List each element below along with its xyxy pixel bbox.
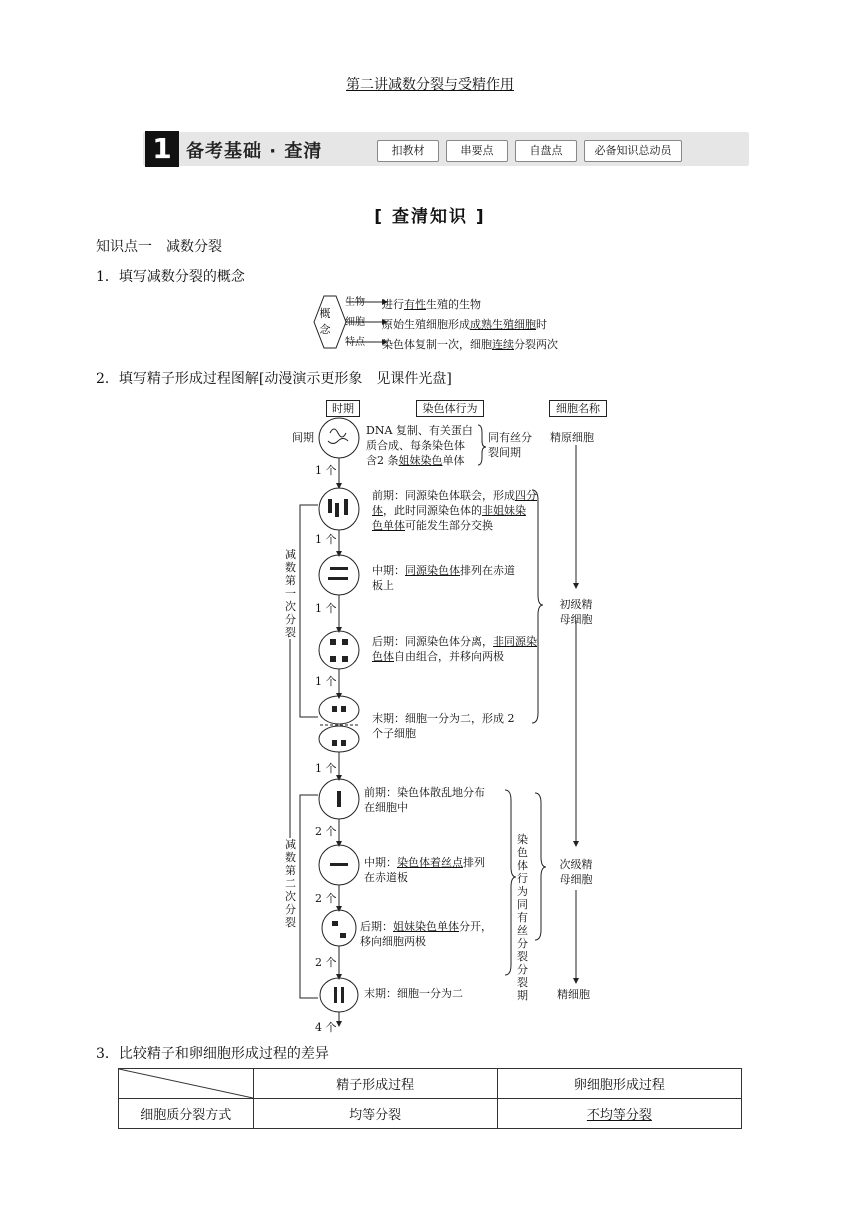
concept-key-organism: 生物 [345, 297, 365, 308]
section-subheading: [ 查清知识 ] [374, 207, 486, 227]
stage-telophase-2: 末期：细胞一分为二 [364, 987, 463, 1000]
table-header-row [119, 1069, 742, 1099]
stage-anaphase-1: 后期：同源染色体分离，非同源染 色体自由组合，并移向两极 [372, 635, 537, 663]
corner-diagonal [119, 1069, 253, 1098]
banner-button-2[interactable]: 串要点 [446, 140, 508, 162]
concept-row-feature: 染色体复制一次，细胞连续分裂两次 [382, 338, 558, 351]
stage-telophase-1: 末期：细胞一分为二，形成 2 个子细胞 [372, 712, 515, 740]
stage-metaphase-1: 中期：同源染色体排列在赤道 板上 [372, 564, 515, 592]
item2-heading: 2．填写精子形成过程图解[动漫演示更形象 见课件光盘] [96, 371, 452, 387]
concept-row-cell: 原始生殖细胞形成成熟生殖细胞时 [382, 318, 547, 331]
cell-name-spermatid: 精细胞 [557, 988, 590, 1001]
meiosis-2-brace-note: 染色体行为同有丝分裂分裂期 [517, 833, 528, 1002]
item3-heading: 3．比较精子和卵细胞形成过程的差异 [96, 1046, 329, 1062]
count-label: 1 个 [315, 675, 337, 688]
meiosis-1-label: 减数第一次分裂 [285, 548, 296, 639]
interphase-brace-note: 同有丝分裂间期 [488, 431, 532, 459]
item2-note: [动漫演示更形象 见课件光盘] [258, 371, 452, 387]
table-header-egg: 卵细胞形成过程 [497, 1069, 741, 1099]
comparison-table [118, 1068, 742, 1129]
table-row [119, 1099, 742, 1129]
meiosis-2-label: 减数第二次分裂 [285, 838, 296, 929]
count-label: 1 个 [315, 762, 337, 775]
cell-name-spermatogonium: 精原细胞 [550, 431, 594, 444]
count-label: 2 个 [315, 825, 337, 838]
stage-prophase-1: 前期：同源染色体联会，形成四分 体，此时同源染色体的非姐妹染 色单体可能发生部分交换 [372, 489, 537, 532]
count-label: 2 个 [315, 892, 337, 905]
count-label: 2 个 [315, 956, 337, 969]
stage-metaphase-2: 中期：染色体着丝点排列 在赤道板 [364, 856, 485, 884]
concept-key-cell: 细胞 [345, 317, 365, 328]
count-label: 1 个 [315, 464, 337, 477]
concept-label: 概念 [319, 307, 331, 336]
stage-prophase-2: 前期：染色体散乱地分布 在细胞中 [364, 786, 485, 814]
interphase-desc: DNA 复制、有关蛋白 质合成、每条染色体 含2 条姐妹染色单体 [366, 424, 473, 467]
cell-name-primary-spermatocyte: 初级精母细胞 [559, 598, 593, 626]
cell-name-secondary-spermatocyte: 次级精母细胞 [559, 858, 593, 886]
table-cell-sperm: 均等分裂 [253, 1099, 497, 1129]
concept-row-organism: 进行有性生殖的生物 [382, 298, 481, 311]
table-cell-egg: 不均等分裂 [497, 1099, 741, 1129]
diagram-header-behavior: 染色体行为 [416, 400, 484, 417]
stage-anaphase-2: 后期：姐妹染色单体分开， 移向细胞两极 [360, 920, 492, 948]
banner-button-3[interactable]: 自盘点 [515, 140, 577, 162]
concept-key-feature: 特点 [345, 337, 365, 348]
diagram-header-cellname: 细胞名称 [549, 400, 607, 417]
count-label: 1 个 [315, 533, 337, 546]
banner-button-4[interactable]: 必备知识总动员 [584, 140, 682, 162]
page-title: 第二讲减数分裂与受精作用 [346, 77, 514, 93]
count-label: 1 个 [315, 602, 337, 615]
banner-title: 备考基础 · 查清 [186, 141, 323, 162]
diagram-header-stage: 时期 [326, 400, 360, 417]
item1-heading: 1．填写减数分裂的概念 [96, 269, 245, 285]
table-corner-cell [119, 1069, 254, 1099]
count-label: 4 个 [315, 1021, 337, 1034]
interphase-label: 间期 [292, 431, 314, 444]
section-badge: 1 [145, 131, 179, 167]
knowledge-point-heading: 知识点一 减数分裂 [96, 239, 222, 255]
banner-button-1[interactable]: 扣教材 [377, 140, 439, 162]
table-header-sperm: 精子形成过程 [253, 1069, 497, 1099]
table-row-label: 细胞质分裂方式 [119, 1099, 254, 1129]
